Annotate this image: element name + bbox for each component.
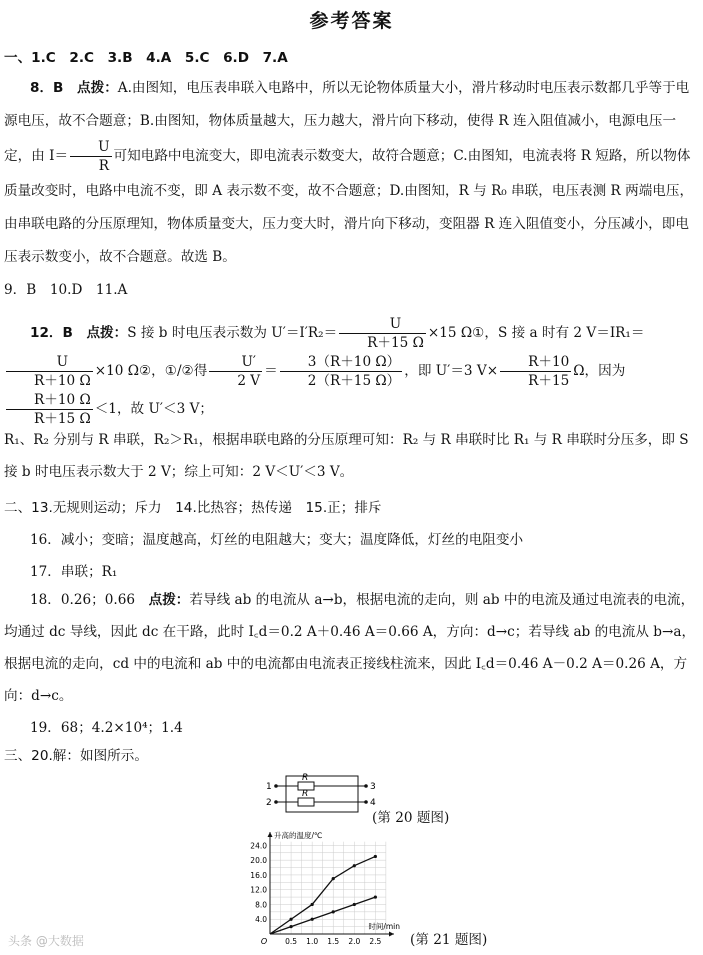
- y-tick-label: 4.0: [255, 915, 267, 925]
- watermark: 头条 @大数据: [8, 934, 84, 948]
- q12-frac1-num: U: [339, 315, 426, 334]
- circuit-outer-wire: [286, 776, 358, 812]
- q12-frac5-den: R＋15: [528, 373, 570, 389]
- data-point-upper: [311, 903, 314, 906]
- q12-frac5-num: R＋10: [500, 353, 571, 372]
- q19-answer: 19．68；4.2×10⁴；1.4: [30, 720, 183, 736]
- data-point-lower: [374, 895, 377, 898]
- terminal-dot-1: [274, 784, 278, 788]
- temperature-chart-fig21: [240, 830, 410, 948]
- x-axis-arrow: [389, 932, 394, 937]
- y-tick-label: 24.0: [250, 841, 267, 851]
- q12-frac6: [6, 391, 93, 428]
- q18-explanation: [4, 584, 698, 712]
- q12-frac1: [339, 315, 426, 352]
- q8-text-a: A.由图知，电压表串联入电路中，所以无论物体质量大小，滑片移动时电压表示数都几乎等于电源电压，故不合题意；B.由图知，物体质量越大，压力越大，滑片向下移动，使得 R 连入阻值减小，电源电压一定，由 I＝: [4, 80, 690, 164]
- q12-frac6-den: R＋15 Ω: [34, 411, 91, 427]
- terminal-dot-4: [364, 800, 368, 804]
- q8-fraction: [70, 138, 111, 175]
- q12-frac3-num: U′: [209, 353, 262, 372]
- x-tick-label: 0.5: [285, 937, 298, 946]
- terminal-label-4: 4: [370, 798, 376, 808]
- q12-frac2-den: R＋10 Ω: [34, 373, 91, 389]
- section3-header: 三、20.解：如图所示。: [4, 748, 148, 764]
- q8-number: 8．B: [30, 80, 64, 96]
- q12-frac2: [6, 353, 93, 390]
- q8-frac-den: R: [98, 158, 109, 174]
- y-tick-label: 8.0: [255, 900, 267, 910]
- q18-tip-label: 点拨：: [148, 592, 190, 608]
- q12-frac4: [280, 353, 403, 390]
- q18-answer: 18．0.26；0.66: [30, 592, 149, 608]
- x-tick-label: 1.5: [327, 937, 340, 946]
- q18-text: 若导线 ab 的电流从 a→b，根据电流的走向，则 ab 中的电流及通过电流表的电流，均通过 dc 导线，因此 dc 在干路，此时 I꜀d＝0.2 A＋0.46 A＝0.66 A，方向：d→c；若导线 ab 的电流从 b→a，根据电流的走向，cd 中的电流和 ab 中的电流都由电流表正接线柱流来，因此 I꜀d＝0.46 A－0.2 A＝0.26 A，方向：d→c。: [4, 592, 696, 704]
- q12-frac1-den: R＋15 Ω: [367, 335, 424, 351]
- q12-frac4-den: 2（R＋15 Ω）: [307, 373, 401, 389]
- q17-answer: 17．串联；R₁: [30, 564, 118, 580]
- q12-frac4-num: 3（R＋10 Ω）: [280, 353, 403, 372]
- q12-text-b: S 接 b 时电压表示数为 U′＝I′R₂＝: [127, 325, 338, 341]
- data-point-lower: [289, 925, 292, 928]
- q8-explanation: [4, 72, 698, 274]
- resistor-label-top: R: [302, 773, 309, 783]
- q12-frac3-den: 2 V: [237, 373, 261, 389]
- q8-text-b: 可知电路中电流变大，即电流表示数变大，故符合题意；C.由图知，电流表将 R 短路，所以物体质量改变时，电路中电流不变，即 A 表示数不变，故不合题意；D.由图知，R 与 R₀ 串联，电压表测 R 两端电压，由串联电路的分压原理知，物体质量变大，压力变大时，滑片向下移动，变阻器 R 连入阻值变小，分压减小，即电压表示数变小，故不合题意。故选 B。: [4, 148, 694, 265]
- q8-frac-num: U: [70, 138, 111, 157]
- q12-text-d: ×10 Ω②，①/②得: [94, 363, 208, 379]
- terminal-label-1: 1: [266, 782, 272, 792]
- data-point-upper: [289, 918, 292, 921]
- x-tick-label: 2.5: [369, 937, 382, 946]
- data-point-upper: [332, 877, 335, 880]
- y-axis-arrow: [268, 832, 273, 837]
- q12-frac5: [500, 353, 571, 390]
- q8-tip-label: 点拨：: [77, 80, 118, 96]
- data-point-lower: [311, 918, 314, 921]
- resistor-bottom: [298, 798, 314, 806]
- y-tick-label: 20.0: [250, 856, 267, 866]
- y-tick-label: 16.0: [250, 870, 267, 880]
- q12-text-e: ＝: [264, 363, 278, 379]
- q12-frac3: [209, 353, 262, 390]
- q12-text-h: ＜1，故 U′＜3 V；: [94, 401, 213, 417]
- fig20-caption: (第 20 题图): [372, 810, 450, 826]
- data-point-lower: [353, 903, 356, 906]
- data-point-upper: [353, 864, 356, 867]
- circuit-diagram-fig20: [262, 770, 380, 820]
- data-point-upper: [374, 855, 377, 858]
- q12-explanation: [4, 314, 698, 428]
- q12-tip-label: 点拨：: [86, 325, 128, 341]
- q12-frac2-num: U: [6, 353, 93, 372]
- origin-label: O: [260, 937, 268, 946]
- x-axis-label: 时间/min: [368, 922, 400, 931]
- x-tick-label: 2.0: [348, 937, 361, 946]
- y-tick-label: 12.0: [250, 885, 267, 895]
- page-title: 参考答案: [309, 10, 394, 32]
- terminal-label-3: 3: [370, 782, 376, 792]
- q16-answer: 16．减小；变暗；温度越高，灯丝的电阻越大；变大；温度降低，灯丝的电阻变小: [30, 532, 524, 548]
- section1-answers: 一、1.C 2.C 3.B 4.A 5.C 6.D 7.A: [4, 50, 288, 66]
- y-axis-label: 升高的温度/℃: [274, 831, 323, 840]
- terminal-dot-2: [274, 800, 278, 804]
- q12-frac6-num: R＋10 Ω: [6, 391, 93, 410]
- data-point-lower: [332, 910, 335, 913]
- q12-text-f: ，即 U′＝3 V×: [404, 363, 499, 379]
- q12-text-c: ×15 Ω①，S 接 a 时有 2 V＝IR₁＝: [427, 325, 645, 341]
- q12-conclusion: R₁、R₂ 分别与 R 串联，R₂＞R₁，根据串联电路的分压原理可知：R₂ 与 R 串联时比 R₁ 与 R 串联时分压多，即 S 接 b 时电压表示数大于 2 V；综上可知：2 V＜U′＜3 V。: [4, 432, 689, 480]
- q12-text-g: Ω，因为: [573, 363, 626, 379]
- terminal-dot-3: [364, 784, 368, 788]
- section2-answers: 二、13.无规则运动；斥力 14.比热容；热传递 15.正；排斥: [4, 500, 382, 516]
- resistor-label-bottom: R: [302, 789, 309, 799]
- fig21-caption: (第 21 题图): [410, 932, 488, 948]
- q9-11-answers: 9．B 10.D 11.A: [4, 282, 128, 298]
- terminal-label-2: 2: [266, 798, 272, 808]
- q12-number: 12．B: [30, 325, 87, 341]
- x-tick-label: 1.0: [306, 937, 319, 946]
